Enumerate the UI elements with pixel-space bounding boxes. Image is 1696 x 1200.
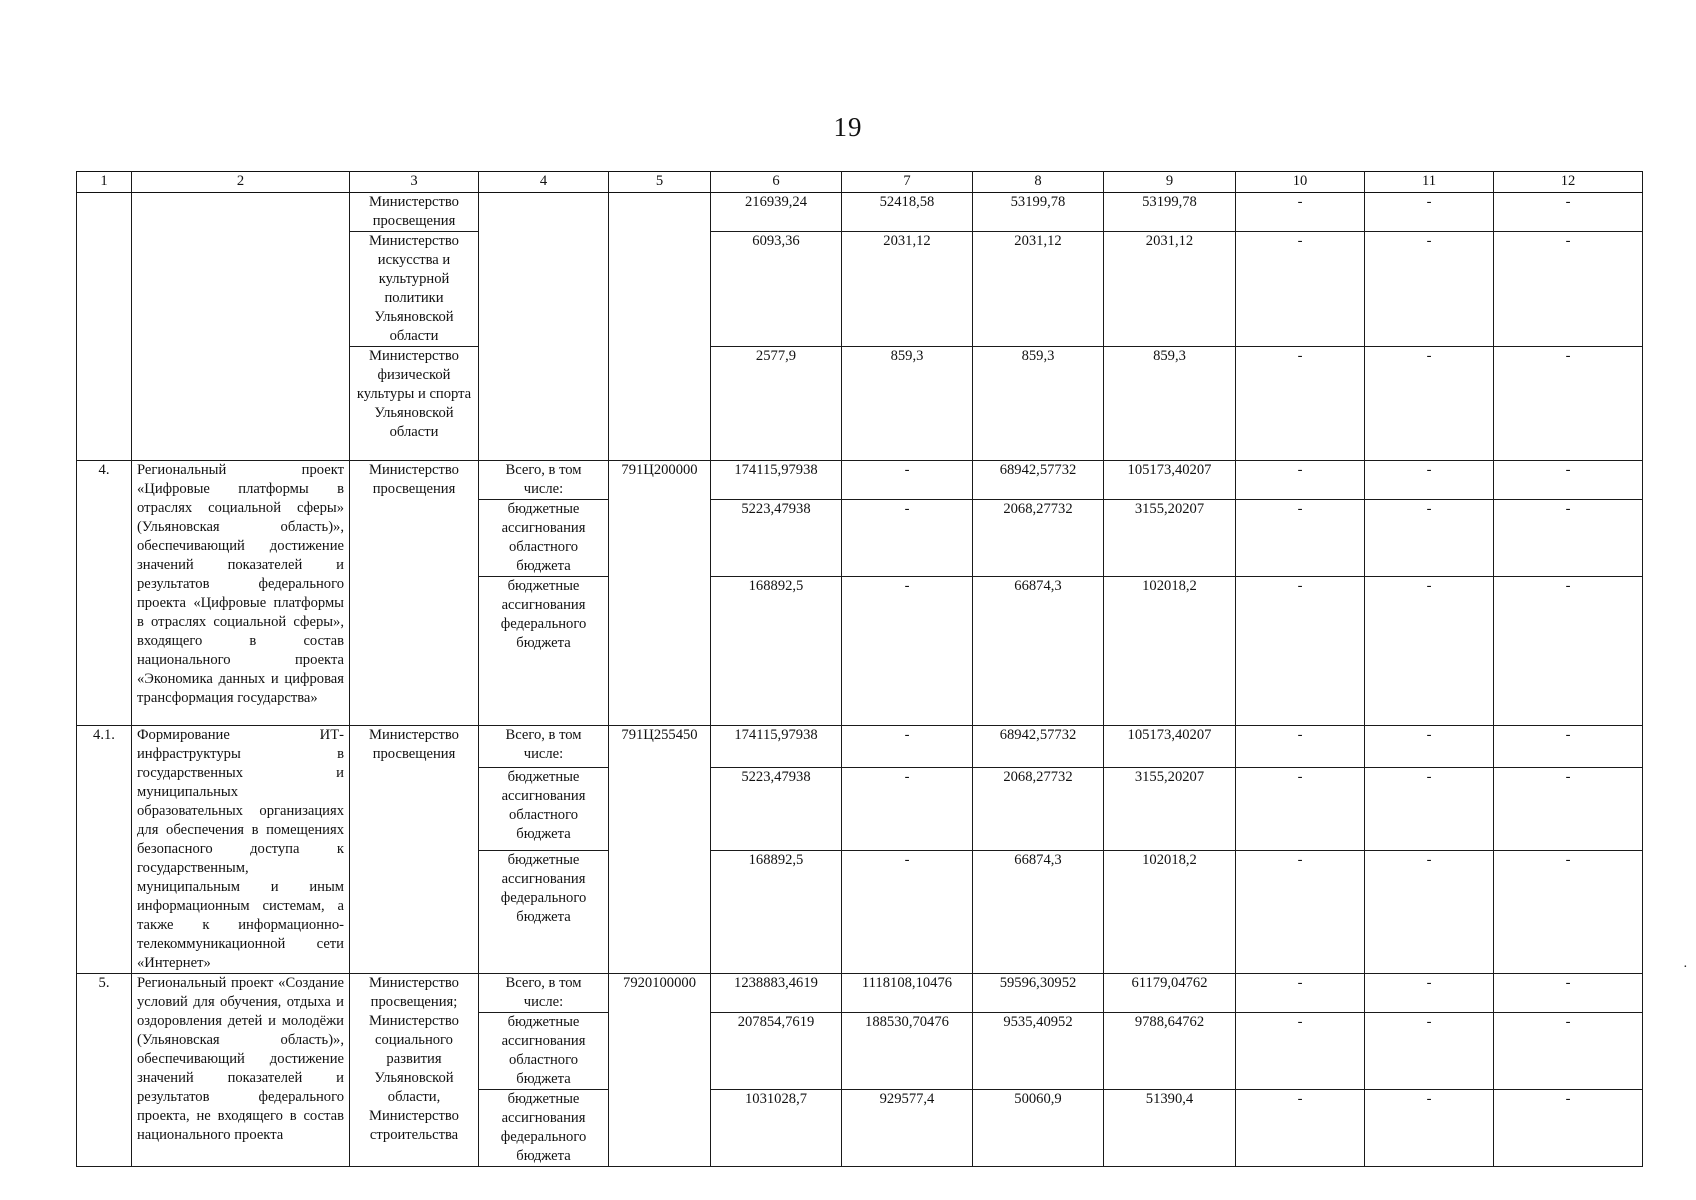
value-col7: - bbox=[842, 577, 973, 726]
value-col10: - bbox=[1236, 1013, 1365, 1090]
funding-source-cell: бюджетные ассигнования федерального бюджета bbox=[479, 1090, 609, 1167]
project-row-total bbox=[77, 461, 1643, 500]
value-col7: - bbox=[842, 851, 973, 974]
value-col6: 168892,5 bbox=[711, 851, 842, 974]
value-col6: 1031028,7 bbox=[711, 1090, 842, 1167]
value-col7: - bbox=[842, 768, 973, 851]
value-col11: - bbox=[1365, 1013, 1494, 1090]
value-col12: - bbox=[1494, 1090, 1643, 1167]
value-col6: 5223,47938 bbox=[711, 500, 842, 577]
value-col7: - bbox=[842, 500, 973, 577]
value-col8: 2068,27732 bbox=[973, 768, 1104, 851]
value-col10: - bbox=[1236, 726, 1365, 768]
value-col11: - bbox=[1365, 768, 1494, 851]
value-col12: - bbox=[1494, 461, 1643, 500]
value-col6: 207854,7619 bbox=[711, 1013, 842, 1090]
project-name-cell: Региональный проект «Создание условий для обучения, отдыха и оздоровления детей и молодёжи (Ульяновская область)», обеспечивающий достижение значений показателей и результатов федерального проекта, не входящего в состав национального проекта bbox=[132, 974, 350, 1167]
project-row-total bbox=[77, 726, 1643, 768]
value-col11: - bbox=[1365, 851, 1494, 974]
header-cell-12: 12 bbox=[1494, 172, 1643, 193]
row-number-cell: 4.1. bbox=[77, 726, 132, 974]
ministry-cell: Министерство просвещения bbox=[350, 193, 479, 232]
value-col11: - bbox=[1365, 193, 1494, 232]
value-col10: - bbox=[1236, 232, 1365, 347]
value-col12: - bbox=[1494, 851, 1643, 974]
value-col11: - bbox=[1365, 974, 1494, 1013]
funding-source-cell: бюджетные ассигнования федерального бюджета bbox=[479, 851, 609, 974]
budget-code-cell: 7920100000 bbox=[609, 974, 711, 1167]
funding-source-cell: Всего, в том числе: bbox=[479, 974, 609, 1013]
value-col11: - bbox=[1365, 461, 1494, 500]
value-col6: 6093,36 bbox=[711, 232, 842, 347]
value-col6: 168892,5 bbox=[711, 577, 842, 726]
header-cell-5: 5 bbox=[609, 172, 711, 193]
budget-code-cell: 791Ц255450 bbox=[609, 726, 711, 974]
funding-source-cell: бюджетные ассигнования областного бюджета bbox=[479, 1013, 609, 1090]
value-col12: - bbox=[1494, 347, 1643, 461]
value-col9: 3155,20207 bbox=[1104, 768, 1236, 851]
project-name-cell: Формирование ИТ-инфраструктуры в государственных и муниципальных образовательных организациях для обеспечения в помещениях безопасного доступа к государственным, муниципальным и иным информационным системам, а также к информационно-телекоммуникационной сети «Интернет» bbox=[132, 726, 350, 974]
row-number-cell bbox=[77, 193, 132, 461]
continuation-row-1 bbox=[77, 193, 1643, 232]
value-col8: 9535,40952 bbox=[973, 1013, 1104, 1090]
value-col9: 859,3 bbox=[1104, 347, 1236, 461]
funding-source-cell: бюджетные ассигнования федерального бюджета bbox=[479, 577, 609, 726]
funding-source-cell: Всего, в том числе: bbox=[479, 726, 609, 768]
value-col7: 929577,4 bbox=[842, 1090, 973, 1167]
value-col11: - bbox=[1365, 726, 1494, 768]
value-col9: 2031,12 bbox=[1104, 232, 1236, 347]
value-col8: 66874,3 bbox=[973, 577, 1104, 726]
header-cell-1: 1 bbox=[77, 172, 132, 193]
ministry-cell: Министерство просвещения bbox=[350, 726, 479, 974]
value-col12: - bbox=[1494, 577, 1643, 726]
value-col12: - bbox=[1494, 974, 1643, 1013]
value-col10: - bbox=[1236, 500, 1365, 577]
value-col9: 51390,4 bbox=[1104, 1090, 1236, 1167]
value-col10: - bbox=[1236, 347, 1365, 461]
value-col12: - bbox=[1494, 193, 1643, 232]
value-col12: - bbox=[1494, 500, 1643, 577]
value-col11: - bbox=[1365, 347, 1494, 461]
value-col8: 859,3 bbox=[973, 347, 1104, 461]
value-col11: - bbox=[1365, 232, 1494, 347]
ministry-cell: Министерство просвещения bbox=[350, 461, 479, 726]
value-col8: 2068,27732 bbox=[973, 500, 1104, 577]
ministry-cell: Министерство просвещения; Министерство социального развития Ульяновской области, Министерство строительства bbox=[350, 974, 479, 1167]
value-col12: - bbox=[1494, 232, 1643, 347]
project-row-total bbox=[77, 974, 1643, 1013]
value-col8: 2031,12 bbox=[973, 232, 1104, 347]
funding-source-cell bbox=[479, 193, 609, 461]
value-col9: 3155,20207 bbox=[1104, 500, 1236, 577]
row-number-cell: 5. bbox=[77, 974, 132, 1167]
value-col7: - bbox=[842, 461, 973, 500]
value-col10: - bbox=[1236, 851, 1365, 974]
value-col11: - bbox=[1365, 577, 1494, 726]
header-cell-6: 6 bbox=[711, 172, 842, 193]
header-cell-2: 2 bbox=[132, 172, 350, 193]
value-col10: - bbox=[1236, 461, 1365, 500]
value-col8: 68942,57732 bbox=[973, 461, 1104, 500]
value-col7: 1118108,10476 bbox=[842, 974, 973, 1013]
value-col10: - bbox=[1236, 577, 1365, 726]
page-number: 19 bbox=[833, 112, 863, 142]
ministry-cell: Министерство физической культуры и спорта Ульяновской области bbox=[350, 347, 479, 461]
funding-source-cell: бюджетные ассигнования областного бюджета bbox=[479, 500, 609, 577]
value-col7: 2031,12 bbox=[842, 232, 973, 347]
value-col10: - bbox=[1236, 193, 1365, 232]
value-col7: - bbox=[842, 726, 973, 768]
row-number-cell: 4. bbox=[77, 461, 132, 726]
value-col7: 188530,70476 bbox=[842, 1013, 973, 1090]
value-col8: 68942,57732 bbox=[973, 726, 1104, 768]
value-col12: - bbox=[1494, 768, 1643, 851]
header-cell-11: 11 bbox=[1365, 172, 1494, 193]
value-col11: - bbox=[1365, 1090, 1494, 1167]
value-col9: 61179,04762 bbox=[1104, 974, 1236, 1013]
value-col9: 53199,78 bbox=[1104, 193, 1236, 232]
header-cell-9: 9 bbox=[1104, 172, 1236, 193]
budget-table bbox=[76, 171, 1643, 1167]
header-row bbox=[77, 172, 1643, 193]
value-col11: - bbox=[1365, 500, 1494, 577]
scan-artifact-dot: · bbox=[1683, 960, 1688, 975]
value-col10: - bbox=[1236, 974, 1365, 1013]
value-col6: 2577,9 bbox=[711, 347, 842, 461]
project-name-cell bbox=[132, 193, 350, 461]
value-col8: 53199,78 bbox=[973, 193, 1104, 232]
value-col7: 52418,58 bbox=[842, 193, 973, 232]
budget-code-cell: 791Ц200000 bbox=[609, 461, 711, 726]
header-cell-4: 4 bbox=[479, 172, 609, 193]
funding-source-cell: Всего, в том числе: bbox=[479, 461, 609, 500]
funding-source-cell: бюджетные ассигнования областного бюджета bbox=[479, 768, 609, 851]
value-col12: - bbox=[1494, 726, 1643, 768]
value-col9: 102018,2 bbox=[1104, 851, 1236, 974]
value-col9: 102018,2 bbox=[1104, 577, 1236, 726]
value-col8: 50060,9 bbox=[973, 1090, 1104, 1167]
value-col8: 66874,3 bbox=[973, 851, 1104, 974]
value-col7: 859,3 bbox=[842, 347, 973, 461]
project-name-cell: Региональный проект «Цифровые платформы в отраслях социальной сферы» (Ульяновская область)», обеспечивающий достижение значений показателей и результатов федерального проекта «Цифровые платформы в отраслях социальной сферы», входящего в состав национального проекта «Экономика данных и цифровая трансформация государства» bbox=[132, 461, 350, 726]
value-col6: 174115,97938 bbox=[711, 726, 842, 768]
value-col9: 105173,40207 bbox=[1104, 461, 1236, 500]
value-col9: 105173,40207 bbox=[1104, 726, 1236, 768]
header-cell-7: 7 bbox=[842, 172, 973, 193]
value-col9: 9788,64762 bbox=[1104, 1013, 1236, 1090]
value-col10: - bbox=[1236, 768, 1365, 851]
value-col10: - bbox=[1236, 1090, 1365, 1167]
header-cell-3: 3 bbox=[350, 172, 479, 193]
budget-code-cell bbox=[609, 193, 711, 461]
value-col6: 5223,47938 bbox=[711, 768, 842, 851]
value-col6: 1238883,4619 bbox=[711, 974, 842, 1013]
header-cell-8: 8 bbox=[973, 172, 1104, 193]
ministry-cell: Министерство искусства и культурной политики Ульяновской области bbox=[350, 232, 479, 347]
header-cell-10: 10 bbox=[1236, 172, 1365, 193]
value-col6: 216939,24 bbox=[711, 193, 842, 232]
value-col12: - bbox=[1494, 1013, 1643, 1090]
value-col6: 174115,97938 bbox=[711, 461, 842, 500]
value-col8: 59596,30952 bbox=[973, 974, 1104, 1013]
